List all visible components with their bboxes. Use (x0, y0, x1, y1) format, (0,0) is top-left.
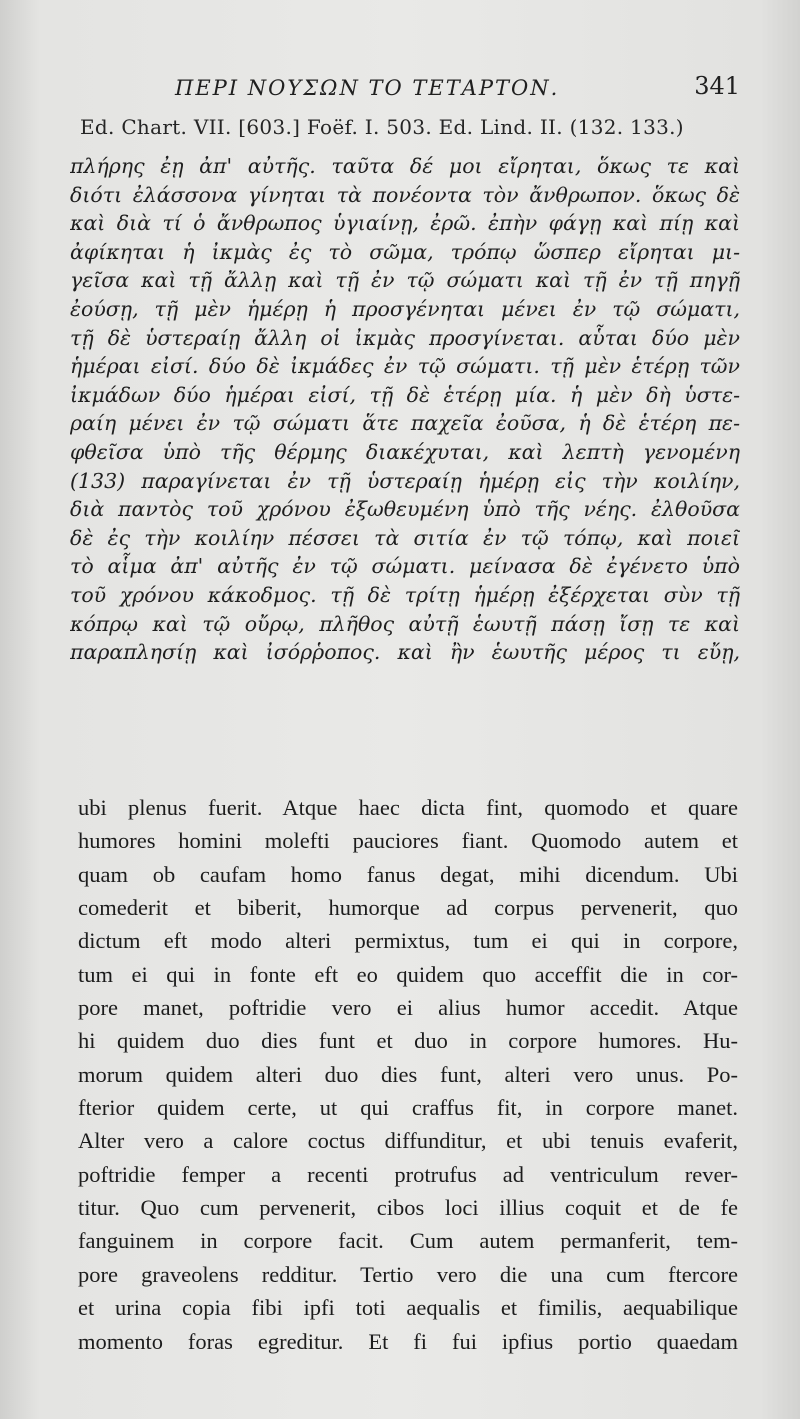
latin-line: humores homini molefti pauciores fiant. Quomodo autem et (78, 828, 738, 854)
greek-line: ραίη μένει ἐν τῷ σώματι ἅτε παχεῖα ἐοῦσα, ἡ δὲ ἑτέρη πε- (70, 411, 740, 436)
greek-line: ἰκμάδων δύο ἡμέραι εἰσί, τῇ δὲ ἑτέρῃ μία. ἡ μὲν δὴ ὑστε- (70, 382, 740, 407)
latin-line: poftridie femper a recenti protrufus ad ventriculum rever- (78, 1161, 738, 1187)
latin-line: et urina copia fibi ipfi toti aequalis et fimilis, aequabilique (78, 1295, 738, 1321)
latin-line: Alter vero a calore coctus diffunditur, et ubi tenuis evaferit, (78, 1128, 738, 1154)
greek-line: καὶ διὰ τί ὁ ἄνθρωπος ὑγιαίνῃ, ἐρῶ. ἐπὴν φάγῃ καὶ πίῃ καὶ (70, 211, 740, 236)
greek-line: τὸ αἷμα ἀπ' αὐτῆς ἐν τῷ σώματι. μείνασα δὲ ἐγένετο ὑπὸ (70, 554, 740, 579)
latin-line: ubi plenus fuerit. Atque haec dicta fint, quomodo et quare (78, 795, 738, 820)
greek-line: γεῖσα καὶ τῇ ἄλλῃ καὶ τῇ ἐν τῷ σώματι καὶ τῇ ἐν τῇ πηγῇ (70, 268, 740, 293)
page-number: 341 (694, 72, 740, 100)
greek-line: παραπλησίῃ καὶ ἰσόρῥοπος. καὶ ἢν ἑωυτῆς μέρος τι εὔῃ, (70, 640, 740, 665)
running-title: ΠΕΡΙ ΝΟΥΣΩΝ ΤΟ ΤΕΤΑΡΤΟΝ. (175, 76, 560, 100)
latin-line: quam ob caufam homo fanus degat, mihi dicendum. Ubi (78, 861, 738, 887)
greek-line: διότι ἐλάσσονα γίνηται τὰ πονέοντα τὸν ἄνθρωπον. ὅκως δὲ (70, 182, 740, 207)
greek-line: φθεῖσα ὑπὸ τῆς θέρμης διακέχυται, καὶ λεπτὴ γενομένη (70, 439, 740, 464)
edition-reference-line: Ed. Chart. VII. [603.] Foëf. I. 503. Ed. Lind. II. (132. 133.) (80, 115, 684, 139)
greek-line: κόπρῳ καὶ τῷ οὔρῳ, πλῆθος αὐτῇ ἑωυτῇ πάσῃ ἴσῃ τε καὶ (70, 611, 740, 636)
greek-line: ἡμέραι εἰσί. δύο δὲ ἰκμάδες ἐν τῷ σώματι. τῇ μὲν ἑτέρῃ τῶν (70, 354, 740, 379)
latin-line: tum ei qui in fonte eft eo quidem quo acceffit die in cor- (78, 961, 738, 987)
latin-line: momento foras egreditur. Et fi fui ipfius portio quaedam (78, 1328, 738, 1354)
latin-line: pore manet, poftridie vero ei alius humor accedit. Atque (78, 995, 738, 1021)
greek-line: ἐούσῃ, τῇ μὲν ἡμέρῃ ἡ προσγένηται μένει ἐν τῷ σώματι, (70, 296, 740, 321)
page-header (70, 70, 740, 110)
latin-line: comederit et biberit, humorque ad corpus pervenerit, quo (78, 895, 738, 921)
latin-line: morum quidem alteri duo dies funt, alteri vero unus. Po- (78, 1061, 738, 1087)
greek-line: διὰ παντὸς τοῦ χρόνου ἐξωθευμένη ὑπὸ τῆς νέης. ἐλθοῦσα (70, 497, 740, 522)
latin-line: hi quidem duo dies funt et duo in corpore humores. Hu- (78, 1028, 738, 1054)
latin-line: pore graveolens redditur. Tertio vero die una cum ftercore (78, 1261, 738, 1287)
greek-line: πλήρης ἐῃ ἀπ' αὐτῆς. ταῦτα δέ μοι εἴρηται, ὅκως τε καὶ (70, 154, 740, 178)
latin-line: titur. Quo cum pervenerit, cibos loci illius coquit et de fe (78, 1195, 738, 1221)
latin-text-block (78, 791, 738, 1358)
greek-text-block (70, 152, 740, 667)
greek-line: δὲ ἐς τὴν κοιλίην πέσσει τὰ σιτία ἐν τῷ τόπῳ, καὶ ποιεῖ (70, 525, 740, 550)
greek-line: ἀφίκηται ἡ ἰκμὰς ἐς τὸ σῶμα, τρόπῳ ὥσπερ εἴρηται μι- (70, 239, 740, 264)
greek-line: (133) παραγίνεται ἐν τῇ ὑστεραίῃ ἡμέρῃ εἰς τὴν κοιλίην, (70, 468, 740, 493)
greek-line: τοῦ χρόνου κάκοδμος. τῇ δὲ τρίτῃ ἡμέρῃ ἐξέρχεται σὺν τῇ (70, 582, 740, 607)
greek-line: τῇ δὲ ὑστεραίῃ ἄλλη οἱ ἰκμὰς προσγίνεται. αὗται δύο μὲν (70, 325, 740, 350)
latin-line: dictum eft modo alteri permixtus, tum ei qui in corpore, (78, 928, 738, 954)
latin-line: fanguinem in corpore facit. Cum autem permanferit, tem- (78, 1228, 738, 1254)
latin-line: fterior quidem certe, ut qui craffus fit, in corpore manet. (78, 1095, 738, 1121)
